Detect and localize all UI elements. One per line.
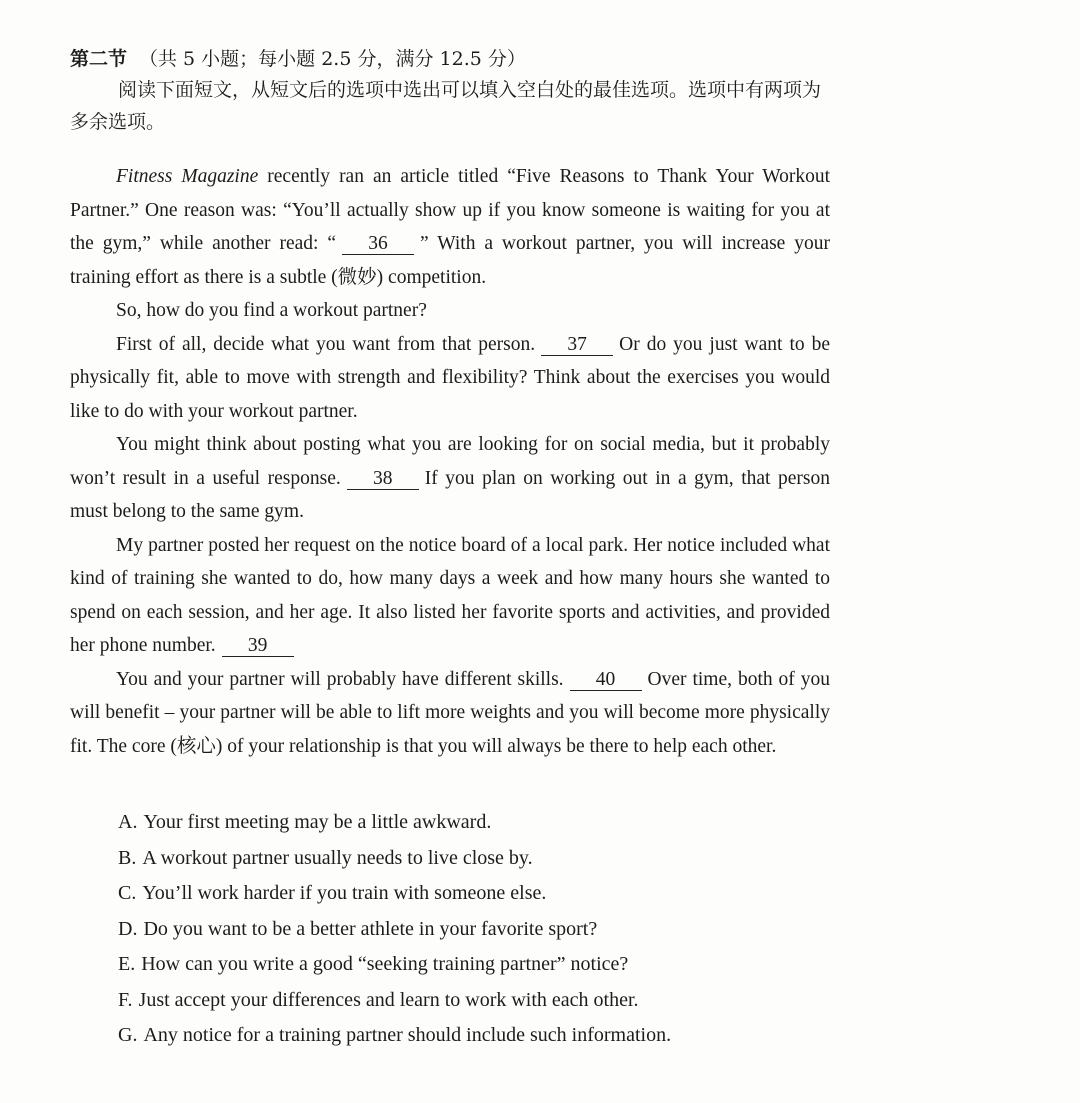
option-text: Do you want to be a better athlete in your favorite sport?: [143, 917, 598, 940]
paragraph-6-text-a: You and your partner will probably have different skills.: [116, 668, 564, 690]
option-text: How can you write a good “seeking training partner” notice?: [141, 953, 629, 975]
paragraph-5-text: My partner posted her request on the notice board of a local park. Her notice included what kind of training she wanted to do, how many days a week and how many hours she wanted to spend on each session, and her age. It also listed her favorite sports and activities, and provided her phone number.: [70, 534, 830, 656]
paragraph-5: [70, 529, 830, 663]
paragraph-2: So, how do you find a workout partner?: [116, 300, 427, 321]
paragraph-1-text-a: recently ran an article titled “Five Reasons to Thank Your Workout Partner.” One reason was: “You’ll actually show up if you know someone is waiting for you at the gym,” while another read: “: [70, 166, 831, 254]
option-letter: A.: [118, 811, 138, 833]
section-label: 第二节: [70, 48, 128, 70]
paragraph-3-text-a: First of all, decide what you want from that person.: [116, 333, 536, 355]
option-letter: D.: [118, 917, 138, 940]
option-text: Just accept your differences and learn to work with each other.: [138, 988, 639, 1011]
option-letter: B.: [118, 846, 137, 869]
blank-40[interactable]: 40: [570, 670, 642, 691]
blank-36[interactable]: 36: [342, 234, 414, 255]
paragraph-4-text-b: If you plan on working out in a gym, that person must belong to the same gym.: [70, 467, 830, 522]
option-d[interactable]: [118, 912, 830, 948]
answer-options: [70, 805, 830, 1054]
option-letter: F.: [118, 988, 133, 1011]
paragraph-4: [70, 428, 830, 529]
option-e[interactable]: [118, 947, 830, 983]
option-text: A workout partner usually needs to live close by.: [142, 846, 533, 869]
paragraph-3-text-b: Or do you just want to be physically fit, able to move with strength and flexibility? Think about the exercises you would like to do with your workout partner.: [70, 333, 830, 422]
blank-38[interactable]: 38: [347, 469, 419, 490]
option-b[interactable]: [118, 841, 830, 877]
section-note: （共 5 小题；每小题 2.5 分，满分 12.5 分）: [139, 48, 526, 70]
paragraph-1-text-b: ” With a workout partner, you will increase your training effort as there is a subtle (微妙) competition.: [70, 233, 830, 288]
passage: [70, 160, 830, 763]
option-text: Any notice for a training partner should include such information.: [143, 1024, 672, 1046]
section-header: [70, 44, 830, 74]
option-g[interactable]: [118, 1018, 830, 1054]
paragraph-6: [70, 663, 830, 764]
option-c[interactable]: [118, 876, 830, 912]
option-a[interactable]: [118, 805, 830, 841]
paragraph-6-text-b: Over time, both of you will benefit – your partner will be able to lift more weights and you will become more physically fit. The core (核心) of your relationship is that you will always be there to help each other.: [70, 668, 830, 757]
paragraph-1: [70, 160, 830, 294]
paragraph-3: [70, 328, 830, 429]
option-letter: E.: [118, 953, 136, 975]
option-f[interactable]: [118, 983, 830, 1019]
paragraph-4-text-a: You might think about posting what you are looking for on social media, but it probably won’t result in a useful response.: [70, 434, 830, 489]
option-letter: C.: [118, 882, 137, 904]
option-text: You’ll work harder if you train with someone else.: [142, 882, 547, 904]
option-letter: G.: [118, 1024, 138, 1046]
blank-39[interactable]: 39: [222, 636, 294, 657]
magazine-name: Fitness Magazine: [116, 166, 259, 187]
option-text: Your first meeting may be a little awkward.: [143, 811, 492, 833]
blank-37[interactable]: 37: [541, 335, 613, 356]
instructions: 阅读下面短文，从短文后的选项中选出可以填入空白处的最佳选项。选项中有两项为多余选项。: [70, 79, 822, 133]
